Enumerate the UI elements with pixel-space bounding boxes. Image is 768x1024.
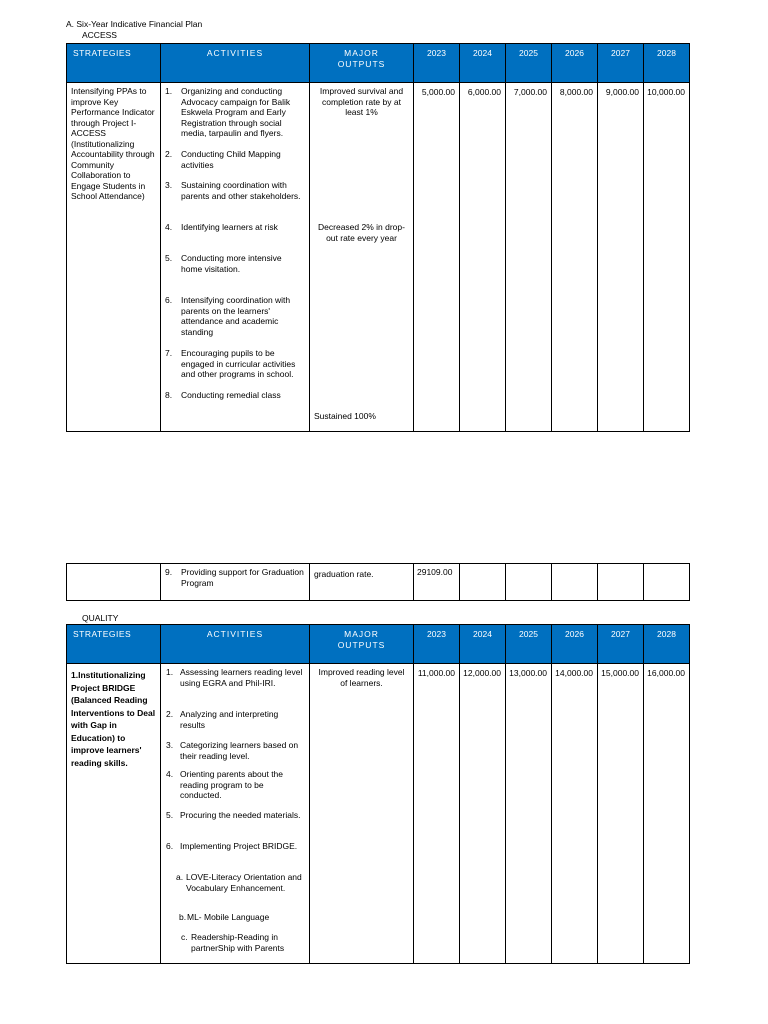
activities-header: ACTIVITIES xyxy=(161,625,310,664)
amount-2027: 15,000.00 xyxy=(598,664,644,964)
access-row xyxy=(67,83,690,432)
list-item: b. ML- Mobile Language xyxy=(179,912,270,922)
year-2026-header: 2026 xyxy=(552,44,598,83)
year-2025-header: 2025 xyxy=(506,44,552,83)
year-2025-header: 2025 xyxy=(506,625,552,664)
amount-2024: 12,000.00 xyxy=(460,664,506,964)
output-reading: Improved reading level of learners. xyxy=(318,667,405,688)
empty-cell xyxy=(598,564,644,601)
list-item: 3. Categorizing learners based on their reading level. xyxy=(166,740,299,761)
year-2027-header: 2027 xyxy=(598,625,644,664)
amount-2028: 10,000.00 xyxy=(644,83,690,432)
quality-activities xyxy=(161,664,310,964)
cont-activities xyxy=(161,564,310,601)
output-dropout: Decreased 2% in drop-out rate every year xyxy=(318,222,405,243)
list-item: 6. Implementing Project BRIDGE. xyxy=(166,841,298,851)
list-item: 5. Conducting more intensive home visitation. xyxy=(165,253,282,274)
access-header-row xyxy=(67,44,690,83)
amount-2025: 7,000.00 xyxy=(506,83,552,432)
amount-2028: 16,000.00 xyxy=(644,664,690,964)
year-2024-header: 2024 xyxy=(460,625,506,664)
section-quality-label: QUALITY xyxy=(82,613,119,623)
list-item: 4. Identifying learners at risk xyxy=(165,222,278,232)
year-2023-header: 2023 xyxy=(414,44,460,83)
list-item: 1. Organizing and conducting Advocacy campaign for Balik Eskwela Program and Early Registration through social media, tarpaulin and flyers. xyxy=(165,86,291,138)
amount-2026: 8,000.00 xyxy=(552,83,598,432)
empty-cell xyxy=(506,564,552,601)
list-item: 6. Intensifying coordination with parents on the learners' attendance and academic standing xyxy=(165,295,291,337)
list-item: a. LOVE-Literacy Orientation and Vocabulary Enhancement. xyxy=(176,872,302,893)
year-2028-header: 2028 xyxy=(644,625,690,664)
empty-cell xyxy=(460,564,506,601)
outputs-header: MAJOR OUTPUTS xyxy=(310,625,414,664)
year-2028-header: 2028 xyxy=(644,44,690,83)
quality-strategy: 1.Institutionalizing Project BRIDGE (Balanced Reading Interventions to Deal with Gap in Education) to improve learners' reading skills. xyxy=(67,664,161,964)
year-2024-header: 2024 xyxy=(460,44,506,83)
outputs-header: MAJOR OUTPUTS xyxy=(310,44,414,83)
activities-header: ACTIVITIES xyxy=(161,44,310,83)
list-item: 3. Sustaining coordination with parents and other stakeholders. xyxy=(165,180,301,201)
list-item: 2. Analyzing and interpreting results xyxy=(166,709,279,730)
quality-table xyxy=(66,624,690,964)
cont-output: graduation rate. xyxy=(310,564,414,601)
empty-cell xyxy=(552,564,598,601)
list-item: 2. Conducting Child Mapping activities xyxy=(165,149,281,170)
access-strategy: Intensifying PPAs to improve Key Performance Indicator through Project I-ACCESS (Institutionalizing Accountability through Community Collaboration to Engage Students in School Attendance) xyxy=(67,83,161,432)
empty-cell xyxy=(644,564,690,601)
table-row xyxy=(67,564,690,601)
quality-row xyxy=(67,664,690,964)
output-survival: Improved survival and completion rate by at least 1% xyxy=(319,86,404,117)
amount-2024: 6,000.00 xyxy=(460,83,506,432)
list-item: 5. Procuring the needed materials. xyxy=(166,810,301,820)
quality-outputs xyxy=(310,664,414,964)
access-continuation-table xyxy=(66,563,690,601)
plan-title: A. Six-Year Indicative Financial Plan xyxy=(66,19,203,29)
output-sustained: Sustained 100% xyxy=(314,411,376,421)
strategies-header: STRATEGIES xyxy=(67,625,161,664)
year-2026-header: 2026 xyxy=(552,625,598,664)
amount-2027: 9,000.00 xyxy=(598,83,644,432)
amount-2023: 5,000.00 xyxy=(414,83,460,432)
amount-2025: 13,000.00 xyxy=(506,664,552,964)
list-item: 9. Providing support for Graduation Program xyxy=(165,567,304,588)
access-activities xyxy=(161,83,310,432)
access-outputs xyxy=(310,83,414,432)
empty-strategy xyxy=(67,564,161,601)
cont-amount: 29109.00 xyxy=(414,564,460,601)
list-item: c. Readership-Reading in partnerShip with Parents xyxy=(181,932,285,953)
list-item: 1. Assessing learners reading level using EGRA and Phil-IRI. xyxy=(166,667,303,688)
year-2027-header: 2027 xyxy=(598,44,644,83)
year-2023-header: 2023 xyxy=(414,625,460,664)
list-item: 7. Encouraging pupils to be engaged in curricular activities and other programs in school. xyxy=(165,348,296,379)
quality-header-row xyxy=(67,625,690,664)
section-access-label: ACCESS xyxy=(82,30,117,40)
amount-2023: 11,000.00 xyxy=(414,664,460,964)
list-item: 8. Conducting remedial class xyxy=(165,390,281,400)
amount-2026: 14,000.00 xyxy=(552,664,598,964)
strategies-header: STRATEGIES xyxy=(67,44,161,83)
access-table xyxy=(66,43,690,432)
list-item: 4. Orienting parents about the reading program to be conducted. xyxy=(166,769,284,800)
